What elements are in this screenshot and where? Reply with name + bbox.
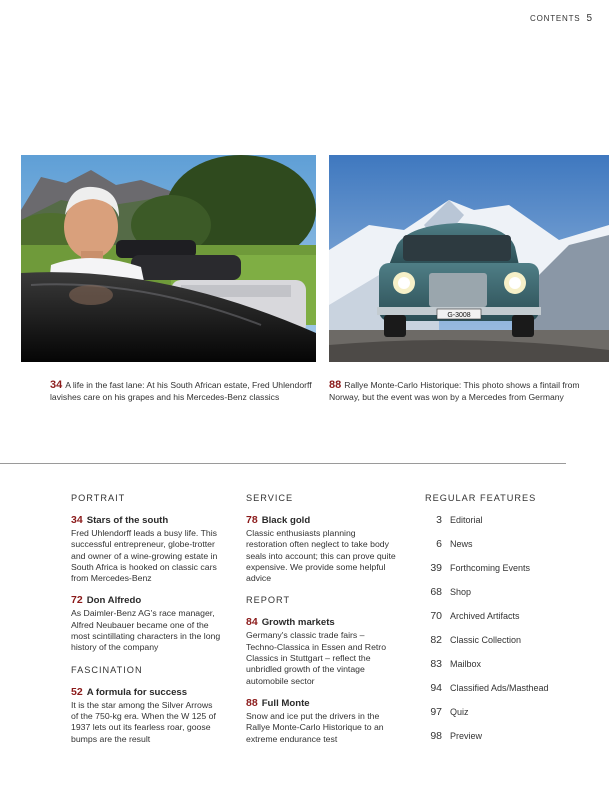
feature-item[interactable] bbox=[425, 514, 595, 538]
feature-item[interactable] bbox=[425, 586, 595, 610]
toc-entry[interactable] bbox=[246, 616, 396, 686]
entry-page: 52 bbox=[71, 685, 83, 698]
section-title-portrait: PORTRAIT bbox=[71, 493, 126, 503]
feature-page: 98 bbox=[430, 730, 442, 742]
toc-entry[interactable] bbox=[71, 594, 221, 653]
toc-entry[interactable] bbox=[71, 686, 221, 745]
entry-title: Don Alfredo bbox=[86, 595, 142, 607]
entry-title: Stars of the south bbox=[86, 515, 169, 526]
feature-item[interactable] bbox=[425, 610, 595, 634]
feature-page: 82 bbox=[430, 634, 442, 646]
caption-left bbox=[50, 380, 315, 403]
feature-label: Shop bbox=[450, 587, 472, 597]
feature-label: Archived Artifacts bbox=[450, 611, 520, 621]
feature-label: Classified Ads/Masthead bbox=[450, 683, 549, 693]
entry-summary: Classic enthusiasts planning restoration often neglect to take body seals into account; this can prove quite expensive. We provide some helpful advice bbox=[246, 528, 396, 584]
feature-label: News bbox=[450, 539, 473, 549]
feature-item[interactable] bbox=[425, 706, 595, 730]
feature-page: 83 bbox=[430, 658, 442, 670]
photo-rallye-fintail[interactable] bbox=[329, 155, 609, 362]
feature-label: Quiz bbox=[450, 707, 469, 717]
feature-label: Mailbox bbox=[450, 659, 482, 669]
feature-item[interactable] bbox=[425, 658, 595, 682]
entry-summary: Snow and ice put the drivers in the Rallye Monte-Carlo Historique to an extreme endurance test bbox=[246, 710, 384, 744]
feature-label: Editorial bbox=[450, 515, 483, 525]
caption-text: Rallye Monte-Carlo Historique: This photo shows a fintail from Norway, but the event was won by a Mercedes from Germany bbox=[329, 380, 580, 402]
plate-text: G-3008 bbox=[447, 312, 471, 319]
feature-item[interactable] bbox=[425, 538, 595, 562]
toc-column-3 bbox=[425, 493, 595, 754]
photo-rallye-image bbox=[329, 155, 609, 362]
entry-page: 34 bbox=[71, 514, 83, 526]
photo-uhlendorff-image bbox=[21, 155, 316, 362]
section-label: CONTENTS bbox=[530, 14, 581, 23]
feature-page: 70 bbox=[430, 610, 442, 622]
caption-number: 34 bbox=[50, 379, 63, 391]
feature-item[interactable] bbox=[425, 634, 595, 658]
photo-uhlendorff-estate[interactable] bbox=[21, 155, 316, 362]
toc-entry[interactable] bbox=[246, 514, 396, 584]
entry-title: Full Monte bbox=[261, 697, 310, 709]
entry-summary: As Daimler-Benz AG's race manager, Alfred Neubauer became one of the most scintillating characters in the long history of the company bbox=[71, 608, 221, 653]
feature-label: Preview bbox=[450, 731, 483, 741]
section-title-fascination: FASCINATION bbox=[71, 664, 143, 675]
feature-label: Forthcoming Events bbox=[450, 563, 531, 573]
entry-page: 72 bbox=[71, 594, 83, 607]
feature-item[interactable] bbox=[425, 730, 595, 754]
entry-summary: It is the star among the Silver Arrows of the 750-kg era. When the W 125 of 1937 lets out its fearless roar, goose bumps are the result bbox=[71, 699, 216, 744]
feature-item[interactable] bbox=[425, 562, 595, 586]
entry-title: Black gold bbox=[261, 515, 311, 526]
caption-number: 88 bbox=[329, 379, 342, 391]
caption-text: A life in the fast lane: At his South African estate, Fred Uhlendorff lavishes care on his grapes and his Mercedes-Benz classics bbox=[50, 380, 312, 402]
feature-page: 39 bbox=[430, 562, 442, 574]
toc-column-1 bbox=[71, 493, 221, 755]
page-header bbox=[530, 13, 592, 24]
feature-page: 68 bbox=[430, 586, 442, 598]
page-number: 5 bbox=[586, 13, 592, 24]
section-title-regular-features: REGULAR FEATURES bbox=[425, 493, 537, 503]
entry-title: A formula for success bbox=[86, 686, 188, 698]
entry-page: 84 bbox=[246, 616, 258, 629]
entry-title: Growth markets bbox=[261, 617, 335, 629]
toc-entry[interactable] bbox=[71, 514, 221, 584]
toc-column-2 bbox=[246, 493, 396, 755]
entry-summary: Fred Uhlendorff leads a busy life. This successful entrepreneur, globe-trotter and owner of a wine-growing estate in South Africa is hooked on classic cars from Mercedes-Benz bbox=[71, 528, 218, 584]
feature-page: 3 bbox=[436, 514, 442, 526]
entry-summary: Germany's classic trade fairs – Techno-Classica in Essen and Retro Classics in Stuttgart – reflect the unbridled growth of the vintage automobile sector bbox=[246, 630, 387, 686]
feature-page: 94 bbox=[430, 682, 442, 694]
toc-entry[interactable] bbox=[246, 697, 396, 745]
entry-page: 88 bbox=[246, 696, 258, 709]
section-title-service: SERVICE bbox=[246, 493, 294, 503]
divider bbox=[0, 463, 566, 464]
entry-page: 78 bbox=[246, 514, 258, 526]
feature-page: 6 bbox=[436, 538, 442, 550]
feature-page: 97 bbox=[430, 706, 442, 718]
section-title-report: REPORT bbox=[246, 595, 291, 606]
feature-item[interactable] bbox=[425, 682, 595, 706]
feature-label: Classic Collection bbox=[450, 635, 522, 645]
caption-right bbox=[329, 380, 599, 403]
